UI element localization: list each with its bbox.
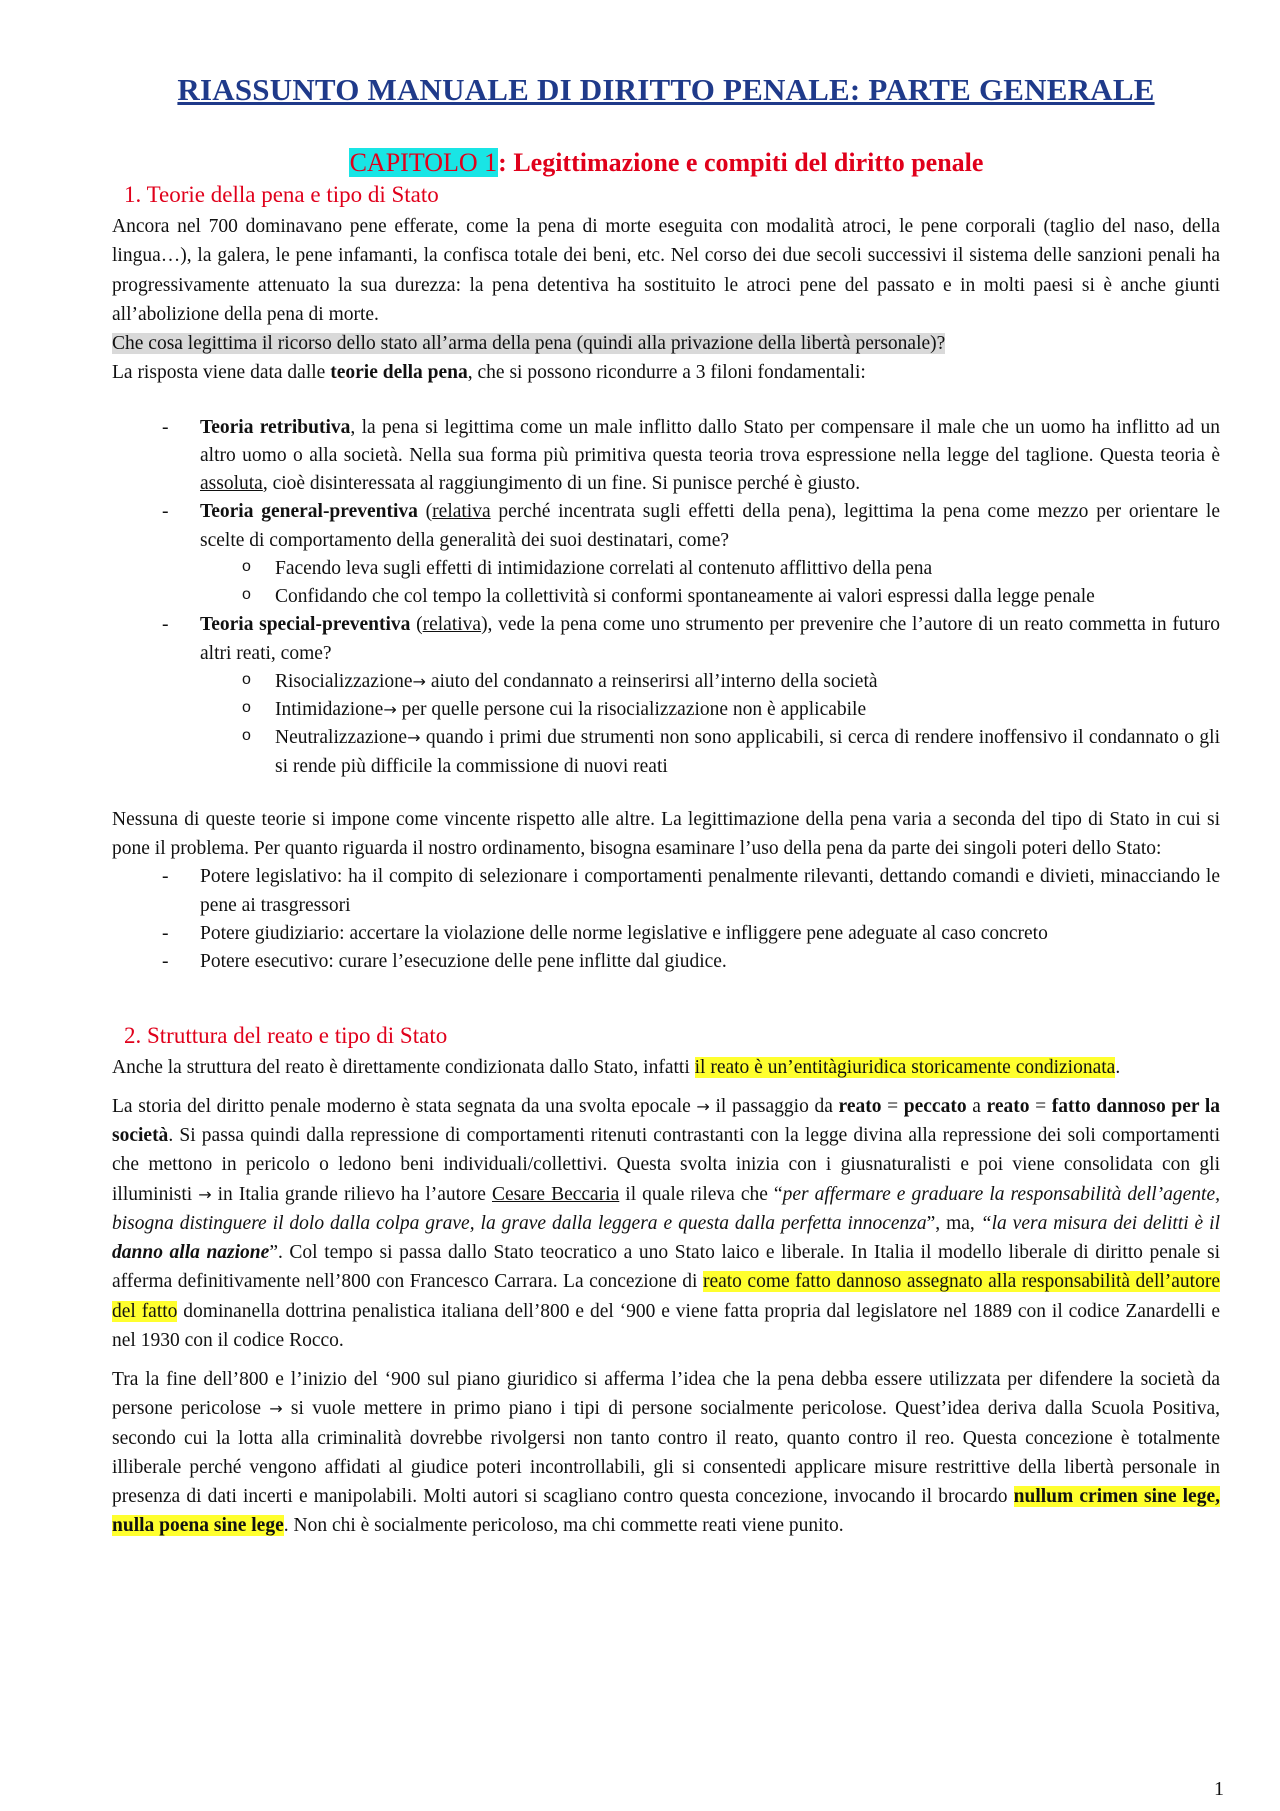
sub-list [200, 555, 1220, 612]
section-1-question-line [112, 329, 1220, 358]
sub-list-item: o Risocializzazione→ aiuto del condannato a reinserirsi all’interno della società [242, 670, 878, 692]
chapter-heading [112, 148, 1220, 178]
sub-list-item: o Confidando che col tempo la collettività si conformi spontaneamente ai valori espressi dalla legge penale [242, 586, 1095, 608]
chapter-title: : Legittimazione e compiti del diritto penale [498, 148, 984, 177]
arrow-icon: → [696, 1096, 710, 1116]
theories-list [112, 414, 1220, 781]
list-item-special-preventiva: - Teoria special-preventiva (relativa), vede la pena come uno strumento per prevenire che l’autore di un reato commetta in futuro altri reati, come? o Risocializzazione→ aiuto del condannato a reinserirsi all’interno della società o Intimidazione→ per quelle persone cui la risocializzazione non è applicabile o Neutralizzazione→ quando i primi due strumenti non sono applicabili, si cerca di rendere inoffensivo il condannato o gli si rende più difficile la commissione di nuovi reati [112, 611, 1220, 781]
powers-list [112, 863, 1220, 976]
list-item-legislativo: - Potere legislativo: ha il compito di selezionare i comportamenti penalmente rilevanti, dettando comandi e divieti, minacciando le pene ai trasgressori [162, 866, 1220, 916]
sub-list-item: o Facendo leva sugli effetti di intimidazione correlati al contenuto afflittivo della pena [242, 557, 933, 579]
arrow-icon: → [383, 700, 397, 720]
page-number: 1 [1214, 1778, 1224, 1800]
document-title: RIASSUNTO MANUALE DI DIRITTO PENALE: PARTE GENERALE [177, 72, 1155, 107]
document-page [112, 72, 1220, 1541]
section-1-paragraph-1: Ancora nel 700 dominavano pene efferate, come la pena di morte eseguita con modalità atroci, le pene corporali (taglio del naso, della lingua…), la galera, le pene infamanti, la confisca totale dei beni, etc. Nel corso dei due secoli successivi il sistema delle sanzioni penali ha progressivamente attenuato la sua durezza: la pena detentiva ha sostituito le atroci pene del passato e in molti paesi si è anche giunti all’abolizione della pena di morte. [112, 216, 1220, 325]
arrow-icon: → [269, 1399, 283, 1419]
section-1-title: 1. Teorie della pena e tipo di Stato [124, 182, 439, 207]
quote-italic: per affermare e graduare la responsabilità dell’agente, bisogna distinguere il dolo dalla colpa grave, la grave dalla leggera e questa dalla perfetta innocenza [112, 1183, 1221, 1234]
section-2-title: 2. Struttura del reato e tipo di Stato [124, 1022, 448, 1048]
list-item-esecutivo: - Potere esecutivo: curare l’esecuzione delle pene inflitte dal giudice. [162, 951, 727, 973]
section-2-paragraph-1: Anche la struttura del reato è direttamente condizionata dallo Stato, infatti il reato è un’entitàgiuridica storicamente condizionata. [112, 1056, 1121, 1078]
list-item-giudiziario: - Potere giudiziario: accertare la violazione delle norme legislative e infliggere pene adeguate al caso concreto [162, 922, 1048, 944]
section-2-paragraph-2: La storia del diritto penale moderno è stata segnata da una svolta epocale → il passaggio da reato = peccato a reato = fatto dannoso per la società. Si passa quindi dalla repressione di comportamenti ritenuti contrastanti con la legge divina alla repressione dei soli comportamenti che mettono in pericolo o ledono beni individuali/collettivi. Questa svolta inizia con i giusnaturalisti e poi viene consolidata con gli illuministi → in Italia grande rilievo ha l’autore Cesare Beccaria il quale rileva che “per affermare e graduare la responsabilità dell’agente, bisogna distinguere il dolo dalla colpa grave, la grave dalla leggera e questa dalla perfetta innocenza”, ma, “la vera misura dei delitti è il danno alla nazione”. Col tempo si passa dallo Stato teocratico a uno Stato laico e liberale. In Italia il modello liberale di diritto penale si afferma definitivamente nell’800 con Francesco Carrara. La concezione di reato come fatto dannoso assegnato alla responsabilità dell’autore del fatto dominanella dottrina penalistica italiana dell’800 e del ‘900 e viene fatta propria dal legislatore nel 1889 con il codice Zanardelli e nel 1930 con il codice Rocco. [112, 1095, 1221, 1351]
underlined-name: Cesare Beccaria [492, 1183, 620, 1205]
highlight: reato come fatto dannoso assegnato alla responsabilità dell’autore del fatto [112, 1271, 1220, 1322]
arrow-icon: → [198, 1184, 212, 1204]
highlight: il reato è un’entitàgiuridica storicamente condizionata [694, 1056, 1116, 1078]
highlighted-question: Che cosa legittima il ricorso dello stato all’arma della pena (quindi alla privazione della libertà personale)? [112, 333, 946, 354]
sub-list-item: o Intimidazione→ per quelle persone cui la risocializzazione non è applicabile [242, 699, 867, 721]
list-item-general-preventiva: - Teoria general-preventiva (relativa perché incentrata sugli effetti della pena), legittima la pena come mezzo per orientare le scelte di comportamento della generalità dei suoi destinatari, come? o Facendo leva sugli effetti di intimidazione correlati al contenuto afflittivo della pena o Confidando che col tempo la collettività si conformi spontaneamente ai valori espressi dalla legge penale [112, 498, 1220, 611]
arrow-icon: → [407, 728, 421, 748]
section-2-paragraph-3: Tra la fine dell’800 e l’inizio del ‘900 sul piano giuridico si afferma l’idea che la pena debba essere utilizzata per difendere la società da persone pericolose → si vuole mettere in primo piano i tipi di persone socialmente pericolose. Quest’idea deriva dalla Scuola Positiva, secondo cui la lotta alla criminalità dovrebbe rivolgersi non tanto contro il reato, quanto contro il reo. Questa concezione è totalmente illiberale perché vengono affidati al giudice poteri incontrollabili, gli si consentedi applicare misure restrittive della libertà personale in presenza di dati incerti e manipolabili. Molti autori si scagliano contro questa concezione, invocando il brocardo nullum crimen sine lege, nulla poena sine lege. Non chi è socialmente pericoloso, ma chi commette reati viene punito. [112, 1369, 1220, 1537]
highlight-bold: nullum crimen sine lege, nulla poena sine lege [112, 1486, 1220, 1537]
sub-list-item: o Neutralizzazione→ quando i primi due strumenti non sono applicabili, si cerca di rendere inoffensivo il condannato o gli si rende più difficile la commissione di nuovi reati [242, 727, 1220, 777]
arrow-icon: → [412, 671, 426, 691]
sub-list [200, 668, 1220, 781]
section-1-intro: La risposta viene data dalle teorie della pena, che si possono ricondurre a 3 filoni fondamentali: [112, 362, 866, 384]
list-item-retributiva: - Teoria retributiva, la pena si legittima come un male inflitto dallo Stato per compensare il male che un uomo ha inflitto ad un altro uomo o alla società. Nella sua forma più primitiva questa teoria trova espressione nella legge del taglione. Questa teoria è assoluta, cioè disinteressata al raggiungimento di un fine. Si punisce perché è giusto. [162, 416, 1220, 495]
bold-term: teorie della pena [330, 362, 468, 384]
section-1-paragraph-2: Nessuna di queste teorie si impone come vincente rispetto alle altre. La legittimazione della pena varia a seconda del tipo di Stato in cui si pone il problema. Per quanto riguarda il nostro ordinamento, bisogna esaminare l’uso della pena da parte dei singoli poteri dello Stato: [112, 808, 1220, 860]
chapter-label: CAPITOLO 1 [349, 148, 498, 177]
